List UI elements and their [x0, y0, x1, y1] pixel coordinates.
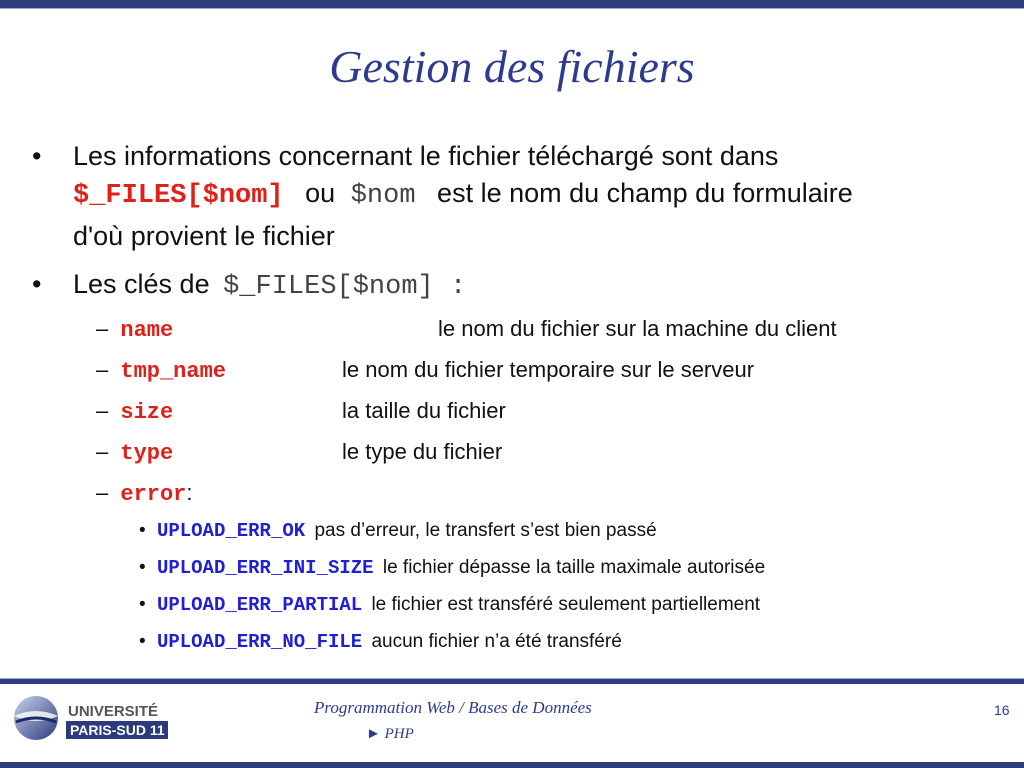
footer-course: Programmation Web / Bases de Données [314, 698, 592, 717]
dash-marker: – [96, 480, 109, 505]
bullet-dot: • [139, 557, 146, 578]
key-desc: le nom du fichier temporaire sur le serveur [342, 357, 755, 382]
error-desc: aucun fichier n’a été transféré [371, 631, 622, 652]
error-code: UPLOAD_ERR_INI_SIZE [156, 557, 374, 579]
bullet-1-line-2-rest: est le nom du champ du formulaire [437, 178, 853, 208]
bullet-2-dot: • [32, 269, 42, 299]
footer-band [0, 762, 1024, 768]
key-item-name [96, 316, 896, 343]
bullet-dot: • [139, 594, 146, 615]
error-desc: pas d’erreur, le transfert s’est bien passé [314, 520, 657, 541]
key-name: name [120, 318, 174, 343]
dash-marker: – [96, 398, 109, 423]
key-item-size [96, 398, 896, 425]
bullet-2 [73, 269, 466, 302]
code-files-nom: $_FILES[$nom] [73, 181, 284, 211]
error-item [139, 520, 657, 542]
error-code: UPLOAD_ERR_OK [156, 520, 306, 542]
bullet-1-line-3: d'où provient le fichier [73, 221, 335, 251]
key-name: error [120, 482, 187, 507]
error-desc: le fichier est transféré seulement partiellement [371, 594, 761, 615]
bullet-dot: • [139, 520, 146, 541]
university-logo [12, 692, 182, 752]
bullet-2-text: Les clés de [73, 269, 210, 299]
bullet-1 [32, 141, 41, 172]
bullet-2-code: $_FILES[$nom] : [223, 272, 467, 302]
error-item [139, 631, 622, 653]
key-desc: la taille du fichier [342, 398, 506, 423]
footer-section: ► PHP [366, 726, 414, 742]
university-logo-icon [12, 692, 182, 752]
key-item-tmp-name [96, 357, 896, 384]
logo-line-2: PARIS-SUD 11 [70, 722, 165, 738]
key-item-error [96, 480, 193, 507]
bullet-dot: • [32, 141, 42, 171]
logo-line-1: UNIVERSITÉ [68, 703, 159, 720]
code-nom: $nom [350, 181, 416, 211]
slide-title: Gestion des fichiers [329, 41, 695, 92]
bullet-1-line-1: Les informations concernant le fichier téléchargé sont dans [73, 141, 779, 171]
key-name: size [120, 400, 174, 425]
bullet-1-line-2 [73, 178, 853, 211]
dash-marker: – [96, 316, 109, 341]
key-colon: : [186, 480, 193, 505]
key-item-type [96, 439, 896, 466]
key-desc: le type du fichier [342, 439, 503, 464]
error-desc: le fichier dépasse la taille maximale autorisée [382, 557, 766, 578]
key-desc: le nom du fichier sur la machine du client [438, 316, 837, 341]
error-item [139, 557, 765, 579]
key-name: type [120, 441, 174, 466]
error-code: UPLOAD_ERR_NO_FILE [156, 631, 363, 653]
dash-marker: – [96, 357, 109, 382]
error-item [139, 594, 760, 616]
key-name: tmp_name [120, 359, 226, 384]
word-ou: ou [305, 178, 336, 208]
bullet-dot: • [139, 631, 146, 652]
bottom-band [0, 678, 1024, 684]
dash-marker: – [96, 439, 109, 464]
page-number: 16 [994, 702, 1010, 718]
error-code: UPLOAD_ERR_PARTIAL [156, 594, 363, 616]
